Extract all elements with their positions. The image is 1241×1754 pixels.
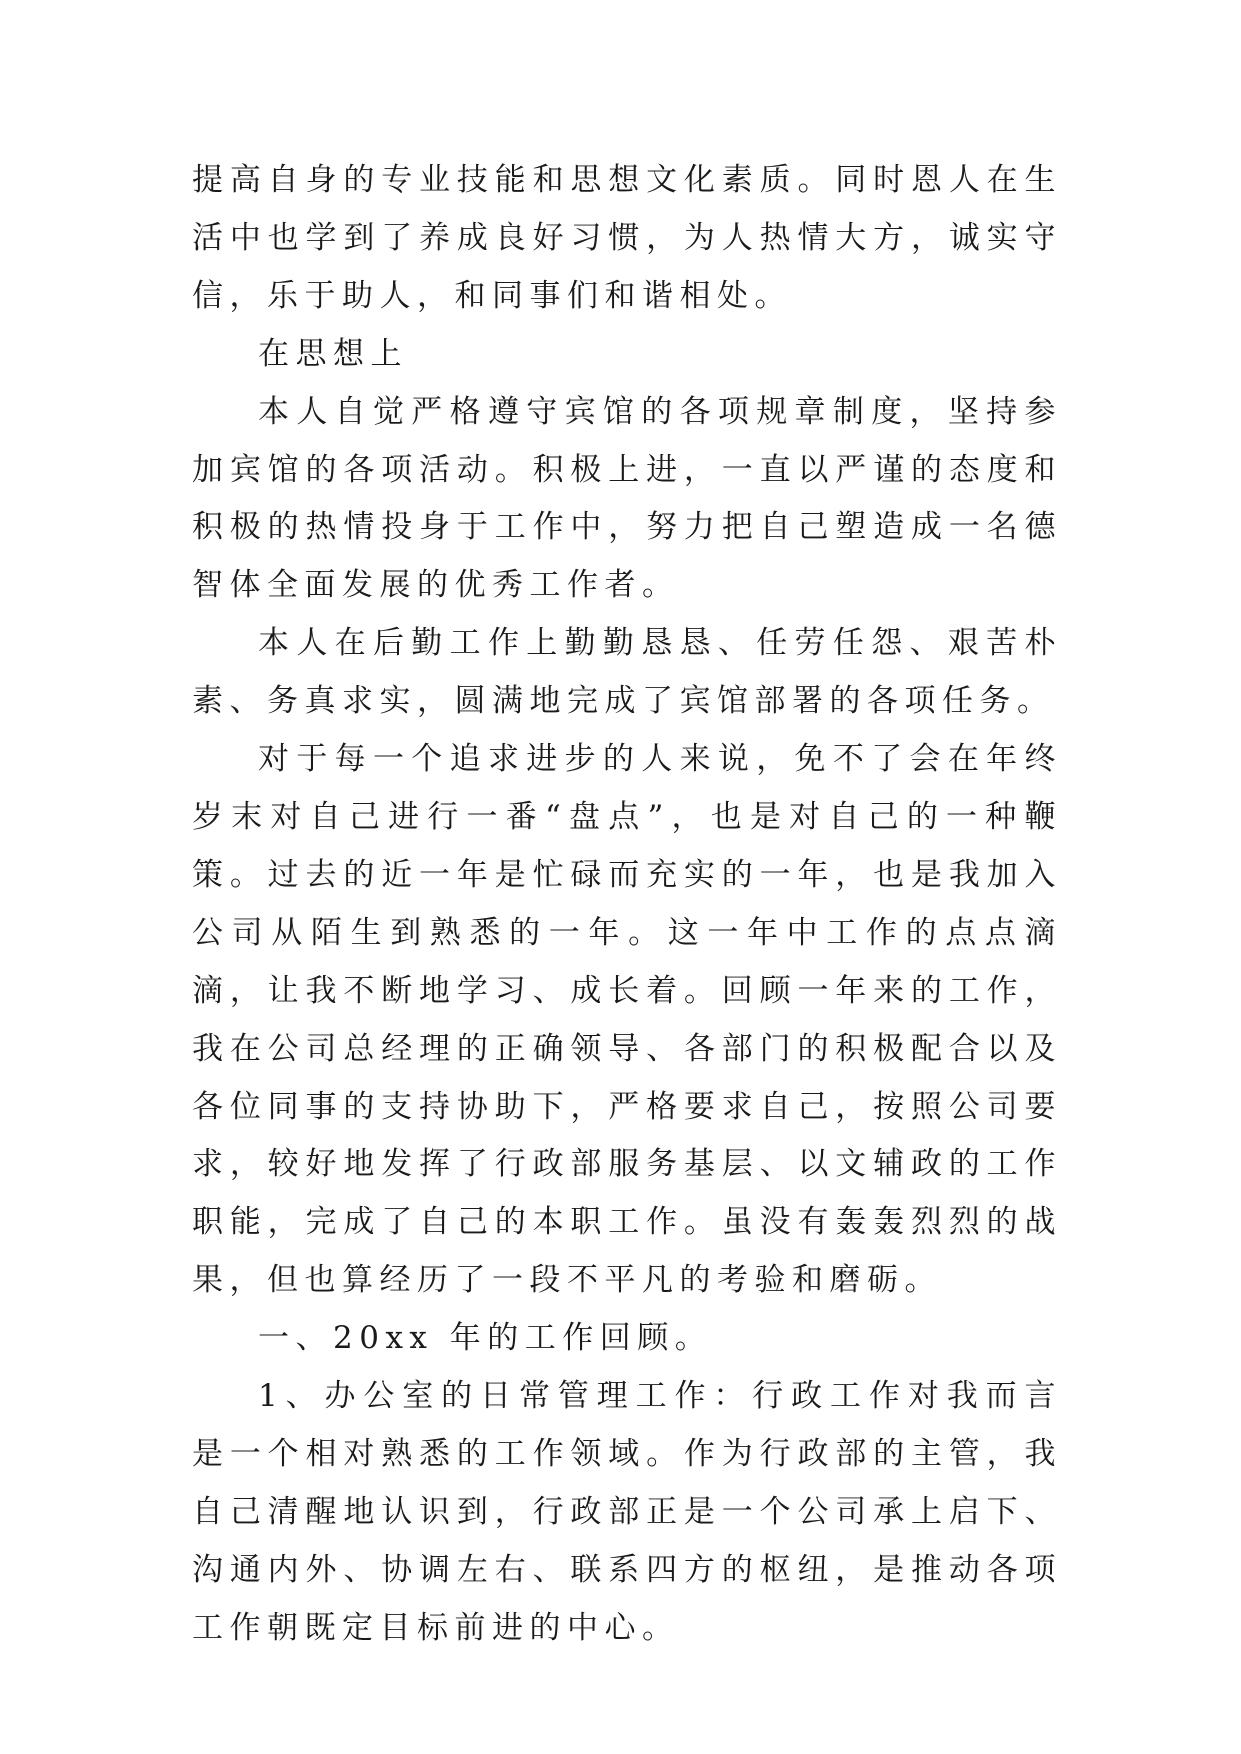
paragraph-continuation: 提高自身的专业技能和思想文化素质。同时恩人在生活中也学到了养成良好习惯，为人热情大方，诚实守信，乐于助人，和同事们和谐相处。 <box>192 162 1062 314</box>
paragraph-logistics: 本人在后勤工作上勤勤恳恳、任劳任怨、艰苦朴素、务真求实，圆满地完成了宾馆部署的各项任务。 <box>192 625 1062 720</box>
paragraph-discipline: 本人自觉严格遵守宾馆的各项规章制度，坚持参加宾馆的各项活动。积极上进，一直以严谨的态度和积极的热情投身于工作中，努力把自己塑造成一名德智体全面发展的优秀工作者。 <box>192 393 1062 604</box>
section-heading-work-review: 一、20xx 年的工作回顾。 <box>258 1320 713 1357</box>
paragraph-year-review: 对于每一个追求进步的人来说，免不了会在年终岁末对自己进行一番“盘点”，也是对自己的一种鞭策。过去的近一年是忙碌而充实的一年，也是我加入公司从陌生到熟悉的一年。这一年中工作的点点滴滴，让我不断地学习、成长着。回顾一年来的工作，我在公司总经理的正确领导、各部门的积极配合以及各位同事的支持协助下，严格要求自己，按照公司要求，较好地发挥了行政部服务基层、以文辅政的工作职能，完成了自己的本职工作。虽没有轰轰烈烈的战果，但也算经历了一段不平凡的考验和磨砺。 <box>192 741 1062 1299</box>
section-heading-thought: 在思想上 <box>258 335 408 372</box>
document-body <box>192 152 1062 1658</box>
paragraph-office-management: 1、办公室的日常管理工作：行政工作对我而言是一个相对熟悉的工作领域。作为行政部的主管，我自己清醒地认识到，行政部正是一个公司承上启下、沟通内外、协调左右、联系四方的枢纽，是推动各项工作朝既定目标前进的中心。 <box>192 1378 1062 1646</box>
